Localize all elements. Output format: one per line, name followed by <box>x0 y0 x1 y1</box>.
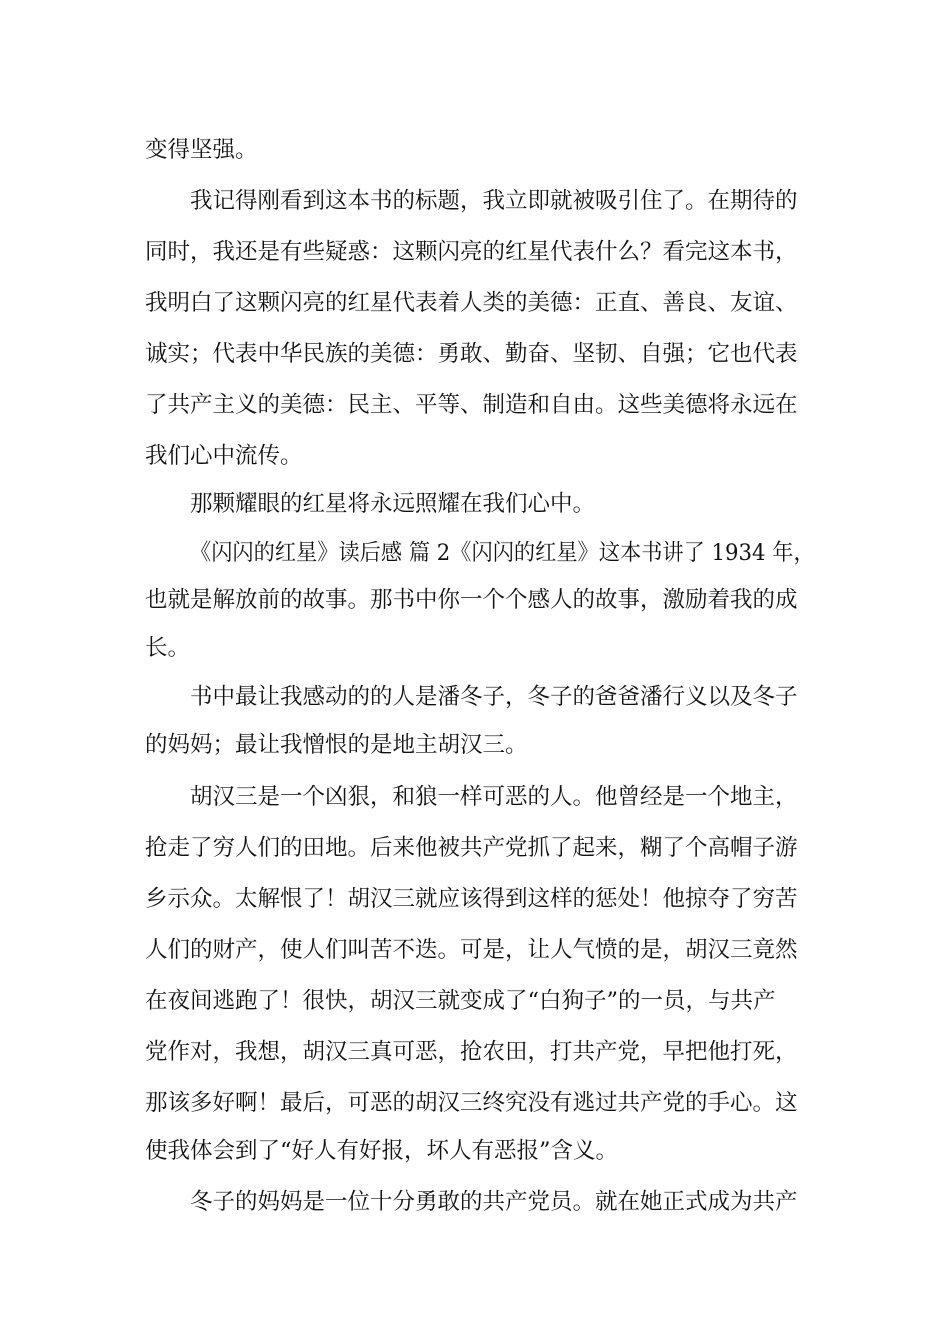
text-line-4: 我明白了这颗闪亮的红星代表着人类的美德：正直、善良、友谊、 <box>145 290 798 316</box>
text-line-9: 《闪闪的红星》读后感 篇 2《闪闪的红星》这本书讲了 1934 年， <box>190 540 815 566</box>
text-line-11: 长。 <box>145 635 191 661</box>
text-line-2: 我记得刚看到这本书的标题，我立即就被吸引住了。在期待的 <box>190 188 798 214</box>
text-line-1: 变得坚强。 <box>145 137 258 163</box>
text-line-22: 冬子的妈妈是一位十分勇敢的共产党员。就在她正式成为共产 <box>190 1189 798 1215</box>
text-line-10: 也就是解放前的故事。那书中你一个个感人的故事，激励着我的成 <box>145 587 798 613</box>
text-line-6: 了共产主义的美德：民主、平等、制造和自由。这些美德将永远在 <box>145 392 798 418</box>
text-line-13: 的妈妈；最让我憎恨的是地主胡汉三。 <box>145 732 528 758</box>
text-line-17: 人们的财产，使人们叫苦不迭。可是，让人气愤的是，胡汉三竟然 <box>145 937 798 963</box>
text-line-21: 使我体会到了“好人有好报，坏人有恶报”含义。 <box>145 1138 619 1164</box>
text-line-14: 胡汉三是一个凶狠，和狼一样可恶的人。他曾经是一个地主， <box>190 784 798 810</box>
text-line-7: 我们心中流传。 <box>145 443 303 469</box>
text-line-12: 书中最让我感动的的人是潘冬子，冬子的爸爸潘行义以及冬子 <box>190 684 798 710</box>
text-line-15: 抢走了穷人们的田地。后来他被共产党抓了起来，糊了个高帽子游 <box>145 835 798 861</box>
text-line-16: 乡示众。太解恨了！胡汉三就应该得到这样的惩处！他掠夺了穷苦 <box>145 886 798 912</box>
text-line-18: 在夜间逃跑了！很快，胡汉三就变成了“白狗子”的一员，与共产 <box>145 988 776 1014</box>
text-line-3: 同时，我还是有些疑惑：这颗闪亮的红星代表什么？看完这本书， <box>145 239 798 265</box>
text-line-8: 那颗耀眼的红星将永远照耀在我们心中。 <box>190 491 596 517</box>
text-line-5: 诚实；代表中华民族的美德：勇敢、勤奋、坚韧、自强；它也代表 <box>145 341 798 367</box>
text-line-20: 那该多好啊！最后，可恶的胡汉三终究没有逃过共产党的手心。这 <box>145 1090 798 1116</box>
text-line-19: 党作对，我想，胡汉三真可恶，抢农田，打共产党，早把他打死， <box>145 1039 798 1065</box>
